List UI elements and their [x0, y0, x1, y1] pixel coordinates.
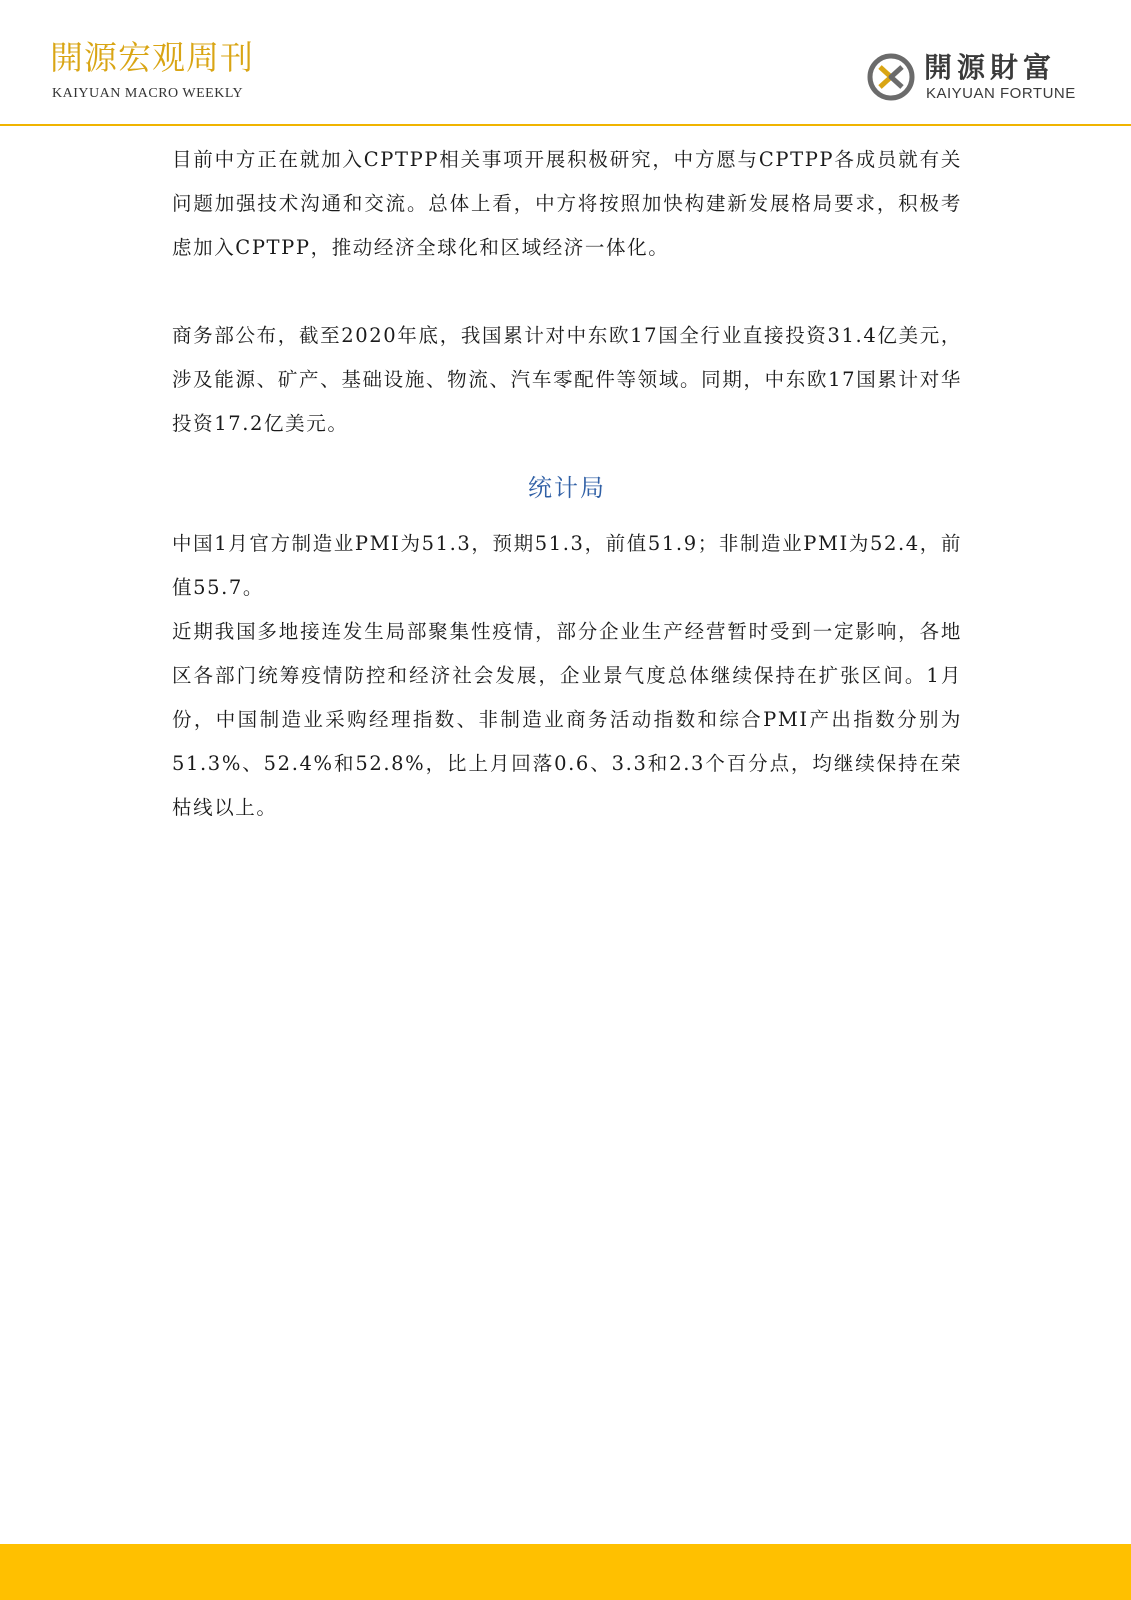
kaiyuan-logo-icon	[866, 52, 916, 102]
logo-english-name: KAIYUAN FORTUNE	[926, 85, 1076, 102]
paragraph-mofcom-investment: 商务部公布，截至2020年底，我国累计对中东欧17国全行业直接投资31.4亿美元，涉及能源、矿产、基础设施、物流、汽车零配件等领域。同期，中东欧17国累计对华投资17.2亿美元。	[172, 324, 962, 435]
header-divider	[0, 124, 1131, 126]
article-body	[172, 138, 962, 830]
section-title-nbs: 统计局	[528, 474, 606, 502]
logo-chinese-name: 開源財富	[924, 51, 1057, 84]
footer-bar	[0, 1544, 1131, 1600]
paragraph-spacer	[172, 270, 962, 314]
kaiyuan-fortune-logo	[866, 48, 1086, 106]
paragraph-pmi-summary: 中国1月官方制造业PMI为51.3，预期51.3，前值51.9；非制造业PMI为52.4，前值55.7。	[172, 532, 962, 599]
paragraph-cptpp: 目前中方正在就加入CPTPP相关事项开展积极研究，中方愿与CPTPP各成员就有关问题加强技术沟通和交流。总体上看，中方将按照加快构建新发展格局要求，积极考虑加入CPTPP，推动经济全球化和区域经济一体化。	[172, 148, 962, 259]
page-header	[0, 0, 1131, 128]
paragraph-pmi-detail: 近期我国多地接连发生局部聚集性疫情，部分企业生产经营暂时受到一定影响，各地区各部门统筹疫情防控和经济社会发展，企业景气度总体继续保持在扩张区间。1月份，中国制造业采购经理指数、非制造业商务活动指数和综合PMI产出指数分别为51.3%、52.4%和52.8%，比上月回落0.6、3.3和2.3个百分点，均继续保持在荣枯线以上。	[172, 620, 962, 819]
publication-subtitle: KAIYUAN MACRO WEEKLY	[52, 86, 244, 101]
publication-title: 開源宏观周刊	[50, 38, 254, 77]
